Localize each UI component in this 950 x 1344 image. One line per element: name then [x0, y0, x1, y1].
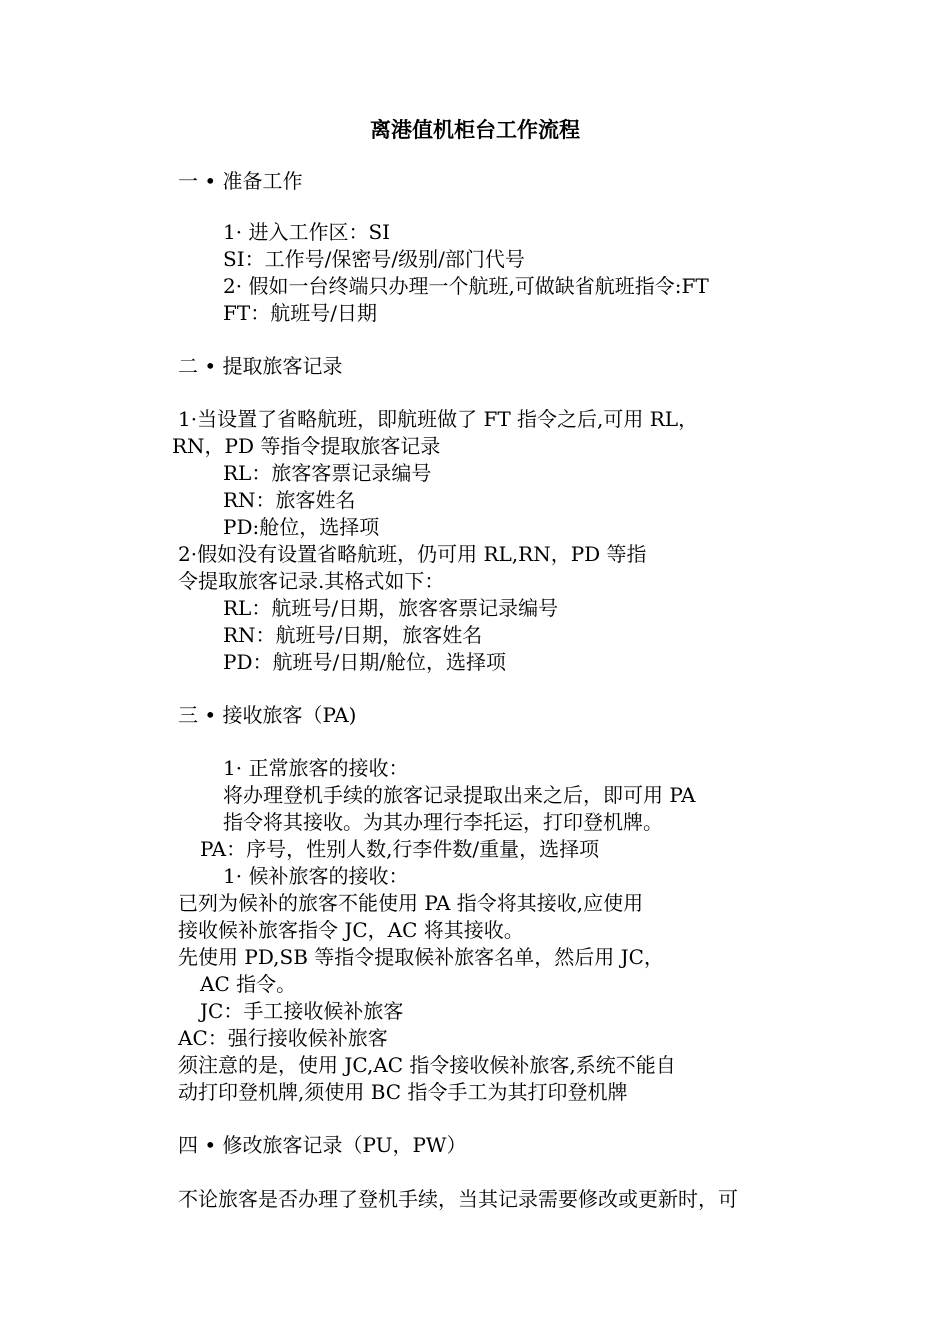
- text-line: AC：强行接收候补旅客: [178, 1026, 388, 1050]
- text-line: 1· 候补旅客的接收：: [223, 864, 409, 888]
- text-line: AC 指令。: [200, 972, 297, 996]
- text-line: JC：手工接收候补旅客: [200, 999, 404, 1023]
- text-line: 接收候补旅客指令 JC，AC 将其接收。: [178, 918, 524, 942]
- text-line: 动打印登机牌,须使用 BC 指令手工为其打印登机牌: [178, 1080, 628, 1104]
- text-line: 1· 正常旅客的接收：: [223, 756, 409, 780]
- section-heading-2: 二 • 提取旅客记录: [178, 354, 343, 378]
- section-heading-4: 四 • 修改旅客记录（PU，PW）: [178, 1133, 467, 1157]
- text-line: 先使用 PD,SB 等指令提取候补旅客名单，然后用 JC，: [178, 945, 664, 969]
- text-line: 令提取旅客记录.其格式如下：: [178, 569, 445, 593]
- text-line: PD:舱位，选择项: [223, 515, 380, 539]
- text-line: RL：航班号/日期，旅客客票记录编号: [223, 596, 559, 620]
- text-line: 须注意的是，使用 JC,AC 指令接收候补旅客,系统不能自: [178, 1053, 676, 1077]
- document-title: 离港值机柜台工作流程: [370, 117, 580, 142]
- text-line: PD：航班号/日期/舱位，选择项: [223, 650, 506, 674]
- text-line: RN：旅客姓名: [223, 488, 356, 512]
- section-heading-3: 三 • 接收旅客（PA): [178, 703, 357, 727]
- text-line: 指令将其接收。为其办理行李托运，打印登机牌。: [223, 810, 663, 834]
- text-line: 2·假如没有设置省略航班，仍可用 RL,RN，PD 等指: [178, 542, 647, 566]
- text-line: PA：序号，性别人数,行李件数/重量，选择项: [200, 837, 600, 861]
- text-line: 不论旅客是否办理了登机手续，当其记录需要修改或更新时，可: [178, 1187, 738, 1211]
- text-line: 2· 假如一台终端只办理一个航班,可做缺省航班指令:FT: [223, 274, 709, 298]
- section-heading-1: 一 • 准备工作: [178, 169, 303, 193]
- text-line: RN，PD 等指令提取旅客记录: [172, 434, 441, 458]
- text-line: 已列为候补的旅客不能使用 PA 指令将其接收,应使用: [178, 891, 644, 915]
- text-line: 1· 进入工作区：SI: [223, 220, 391, 244]
- text-line: SI：工作号/保密号/级别/部门代号: [223, 247, 525, 271]
- text-line: 将办理登机手续的旅客记录提取出来之后，即可用 PA: [223, 783, 696, 807]
- text-line: FT：航班号/日期: [223, 301, 377, 325]
- text-line: RN：航班号/日期，旅客姓名: [223, 623, 483, 647]
- text-line: RL：旅客客票记录编号: [223, 461, 432, 485]
- text-line: 1·当设置了省略航班，即航班做了 FT 指令之后,可用 RL，: [178, 407, 699, 431]
